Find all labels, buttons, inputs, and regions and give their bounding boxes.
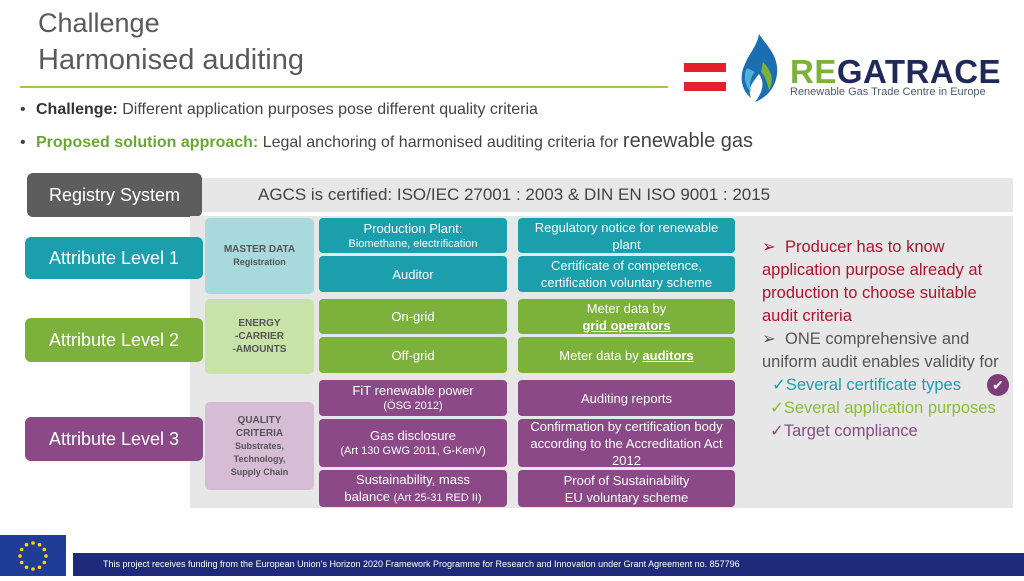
bullet-solution-emphasis: renewable gas	[622, 130, 753, 152]
cell-proof-sustainability	[518, 470, 735, 507]
category-energy	[205, 299, 314, 374]
category-master-data	[205, 218, 314, 294]
cell-fit-renewable	[319, 380, 507, 416]
footer-funding-bar	[73, 553, 1024, 576]
cell-meter-auditors-text: Meter data by	[559, 347, 639, 363]
cell-meter-grid-operators-bold: grid operators	[582, 317, 671, 333]
right-check-compliance-text: Target compliance	[783, 422, 918, 440]
arrow-bullet-icon: ➢	[762, 238, 776, 256]
cell-gas-disclosure-sub: (Art 130 GWG 2011, G-KenV)	[340, 445, 486, 457]
category-energy-line1: ENERGY	[238, 318, 281, 329]
bullet-solution-label: Proposed solution approach:	[36, 134, 259, 151]
arrow-bullet-icon: ➢	[762, 330, 776, 348]
right-explanation	[762, 236, 1012, 443]
cell-proof-sustainability-line2: EU voluntary scheme	[564, 489, 689, 505]
cell-meter-auditors-bold: auditors	[642, 347, 694, 363]
attribute-level-2: Attribute Level 2	[25, 318, 203, 362]
registry-certification-text: AGCS is certified: ISO/IEC 27001 : 2003 & DIN EN ISO 9001 : 2015	[258, 185, 771, 204]
footer-funding-text: This project receives funding from the European Union’s Horizon 2020 Framework Programme for Research and Innovation under Grant Agreement no. 857796	[103, 559, 740, 569]
cell-gas-disclosure	[319, 419, 507, 467]
right-check-certificates	[762, 374, 1012, 397]
cell-auditor: Auditor	[319, 256, 507, 292]
cell-gas-disclosure-title: Gas disclosure	[370, 428, 456, 443]
cell-on-grid: On-grid	[319, 299, 507, 334]
attribute-level-1: Attribute Level 1	[25, 237, 203, 279]
registry-system-label: Registry System	[27, 173, 202, 217]
checkmark-icon: ✓	[770, 399, 784, 417]
cell-proof-sustainability-line1: Proof of Sustainability	[563, 472, 690, 488]
cell-fit-renewable-title: FiT renewable power	[352, 383, 474, 398]
logo-rest: GATRACE	[836, 53, 1002, 90]
bullet-challenge-text: Different application purposes pose different quality criteria	[122, 101, 538, 118]
cell-certificate-competence: Certificate of competence, certification voluntary scheme	[518, 256, 735, 292]
bullet-solution: • Proposed solution approach: Legal anchoring of harmonised auditing criteria for renewable gas	[20, 130, 753, 152]
right-check-certificates-text: Several certificate types	[785, 376, 961, 394]
bullet-challenge: • Challenge: Different application purposes pose different quality criteria	[20, 101, 538, 118]
title-divider	[20, 86, 668, 88]
cell-sustainability-sub: (Art 25-31 RED II)	[393, 492, 482, 504]
page-subtitle: Harmonised auditing	[38, 44, 304, 76]
regatrace-flame-icon	[737, 32, 783, 104]
cell-regulatory-notice: Regulatory notice for renewable plant	[518, 218, 735, 253]
checkmark-icon: ✓	[772, 376, 786, 394]
cell-production-plant-sub: Biomethane, electrification	[348, 237, 478, 250]
cell-confirmation-cert-body: Confirmation by certification body according to the Accreditation Act 2012	[518, 419, 735, 467]
attribute-level-3: Attribute Level 3	[25, 417, 203, 461]
right-check-purposes	[762, 397, 1012, 420]
cell-production-plant-title: Production Plant:	[363, 220, 463, 236]
right-point-audit-text: ONE comprehensive and uniform audit enables validity for	[762, 330, 999, 371]
right-check-compliance	[762, 420, 1012, 443]
category-quality-line1: QUALITY	[237, 414, 282, 426]
right-point-audit	[762, 328, 1012, 374]
cell-fit-renewable-sub: (ÖSG 2012)	[383, 400, 443, 412]
bullet-challenge-label: Challenge:	[36, 101, 118, 118]
cell-auditing-reports: Auditing reports	[518, 380, 735, 416]
category-quality-sub1: Substrates,	[234, 440, 285, 451]
logo-tagline: Renewable Gas Trade Centre in Europe	[790, 86, 986, 98]
right-check-purposes-text: Several application purposes	[783, 399, 996, 417]
austria-flag-icon	[684, 63, 726, 91]
cell-sustainability	[319, 470, 507, 507]
cell-meter-grid-operators-text: Meter data by	[586, 300, 667, 316]
category-quality-sub2: Technology,	[233, 453, 286, 464]
category-master-data-title: MASTER DATA	[223, 244, 296, 255]
category-quality-line2: CRITERIA	[235, 427, 284, 439]
cell-meter-auditors	[518, 337, 735, 373]
checkmark-icon: ✓	[770, 422, 784, 440]
cell-sustainability-line2: balance	[344, 489, 390, 504]
page-title: Challenge	[38, 8, 160, 38]
category-energy-line2: -CARRIER	[235, 331, 284, 342]
cell-off-grid: Off-grid	[319, 337, 507, 373]
bullet-solution-text: Legal anchoring of harmonised auditing criteria for	[262, 134, 619, 151]
right-point-producer	[762, 236, 1012, 328]
right-point-producer-text: Producer has to know application purpose already at production to choose suitable audit criteria	[762, 238, 983, 325]
check-circle-icon: ✔	[987, 374, 1009, 396]
category-quality	[205, 402, 314, 490]
logo-re: RE	[790, 53, 837, 90]
cell-sustainability-line1: Sustainability, mass	[356, 472, 470, 487]
category-master-data-sub: Registration	[233, 257, 286, 267]
eu-flag-icon	[0, 535, 66, 576]
cell-meter-grid-operators	[518, 299, 735, 334]
category-quality-sub3: Supply Chain	[230, 466, 289, 477]
cell-production-plant	[319, 218, 507, 253]
category-energy-line3: -AMOUNTS	[232, 344, 287, 355]
